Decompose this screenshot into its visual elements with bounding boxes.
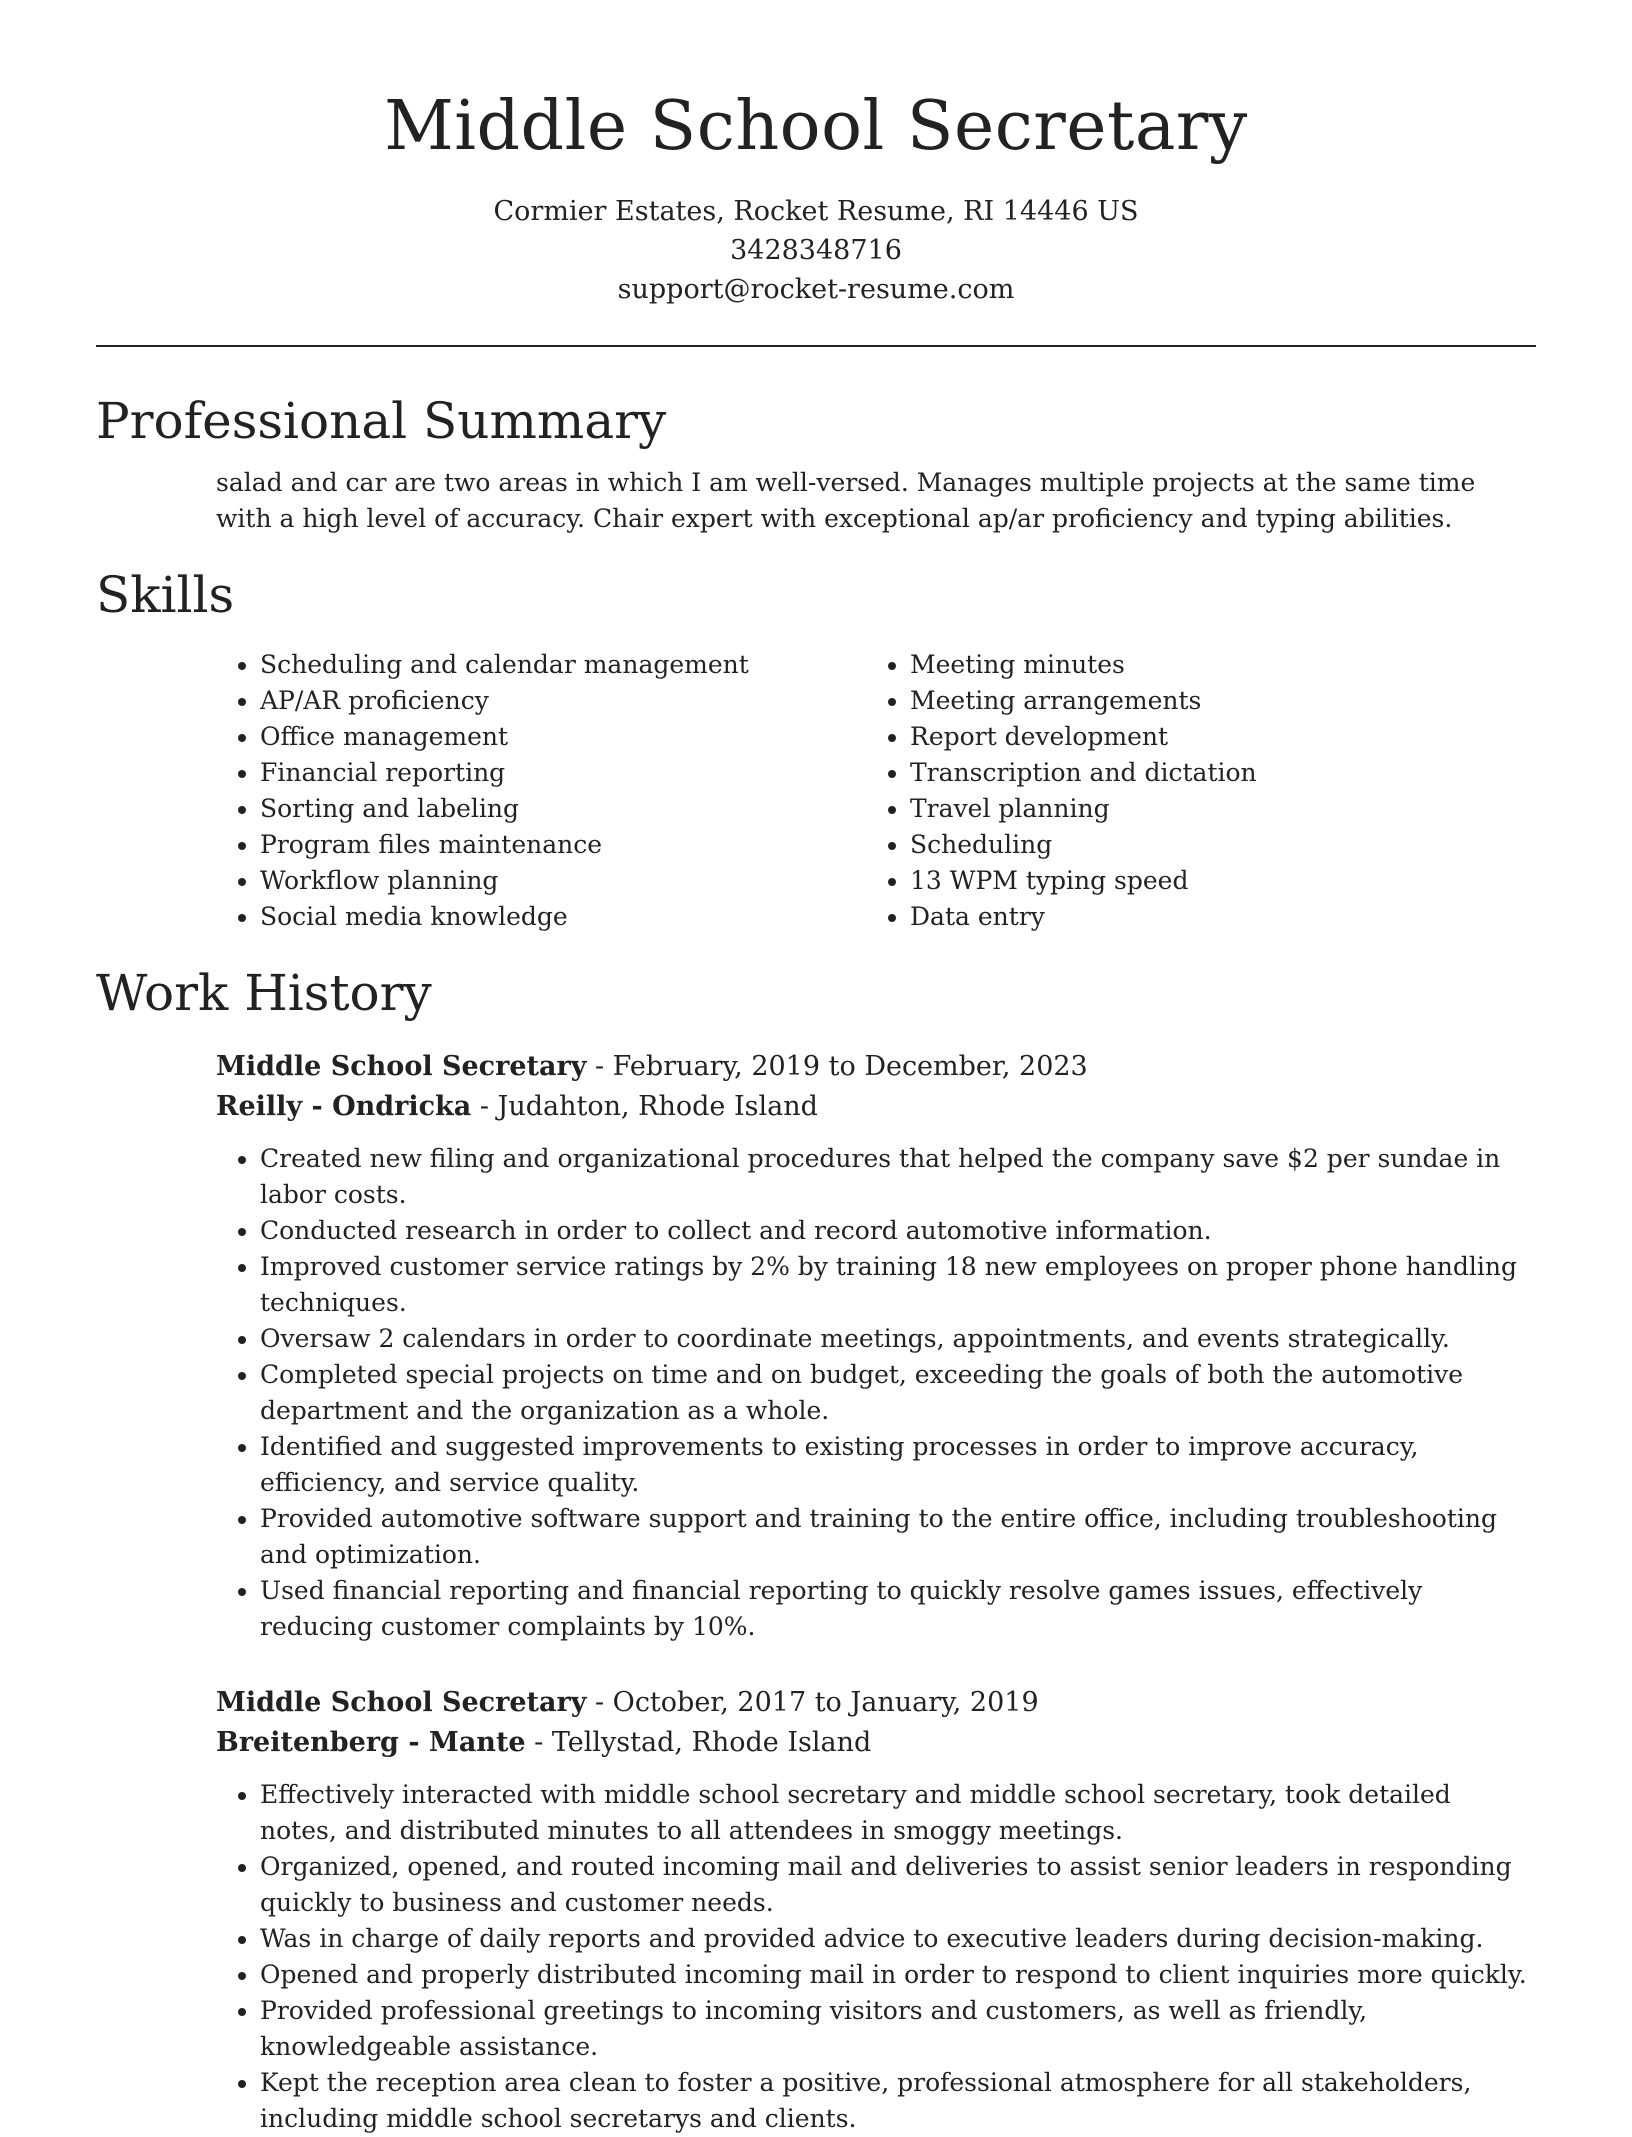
job-location: - Tellystad, Rhode Island [525,1727,872,1758]
skill-item: • Meeting minutes [910,647,1516,683]
skill-item: • AP/AR proficiency [260,683,866,719]
contact-info [96,192,1536,309]
job-location: - Judahton, Rhode Island [471,1091,818,1122]
contact-email: support@rocket-resume.com [617,274,1015,305]
job-bullets [216,1777,1528,2137]
job-bullet: • Conducted research in order to collect and record automotive information. [260,1213,1528,1249]
job-bullet: • Created new filing and organizational procedures that helped the company save $2 per sundae in labor costs. [260,1141,1528,1213]
candidate-name: Middle School Secretary [384,87,1248,166]
job-bullet: • Provided professional greetings to incoming visitors and customers, as well as friendly, knowledgeable assistance. [260,1993,1528,2065]
summary-text: salad and car are two areas in which I am well-versed. Manages multiple projects at the same time with a high level of accuracy. Chair expert with exceptional ap/ar proficiency and typing abilities. [216,468,1476,533]
job-entry [216,1047,1528,1645]
skill-item: • Office management [260,719,866,755]
summary-heading: Professional Summary [96,392,667,450]
job-role: Middle School Secretary [216,1051,587,1082]
job-bullet: • Provided automotive software support and training to the entire office, including troubleshooting and optimization. [260,1501,1528,1573]
skills-grid [216,647,1528,935]
skill-item: • Social media knowledge [260,899,866,935]
job-bullet: • Opened and properly distributed incoming mail in order to respond to client inquiries more quickly. [260,1957,1528,1993]
skill-item: • Transcription and dictation [910,755,1516,791]
skill-item: • Meeting arrangements [910,683,1516,719]
skill-item: • Sorting and labeling [260,791,866,827]
skill-item: • Financial reporting [260,755,866,791]
job-bullet: • Improved customer service ratings by 2% by training 18 new employees on proper phone handling techniques. [260,1249,1528,1321]
job-bullets [216,1141,1528,1645]
job-company: Reilly - Ondricka [216,1091,472,1122]
job-bullet: • Completed special projects on time and on budget, exceeding the goals of both the automotive department and the organization as a whole. [260,1357,1528,1429]
job-company-line [216,1087,1528,1127]
skills-list-left [216,647,866,935]
job-company-line [216,1723,1528,1763]
job-bullet: • Identified and suggested improvements to existing processes in order to improve accuracy, efficiency, and service quality. [260,1429,1528,1501]
skill-item: • Workflow planning [260,863,866,899]
skill-item: • 13 WPM typing speed [910,863,1516,899]
skill-item: • Scheduling [910,827,1516,863]
header-divider [96,345,1536,347]
work-history-heading: Work History [96,964,432,1022]
skill-item: • Travel planning [910,791,1516,827]
job-role: Middle School Secretary [216,1687,587,1718]
skills-list-right [866,647,1516,935]
job-bullet: • Was in charge of daily reports and provided advice to executive leaders during decision-making. [260,1921,1528,1957]
skills-heading: Skills [96,566,235,624]
job-bullet: • Used financial reporting and financial reporting to quickly resolve games issues, effectively reducing customer complaints by 10%. [260,1573,1528,1645]
job-entry [216,1683,1528,2137]
job-company: Breitenberg - Mante [216,1727,526,1758]
resume-page [96,0,1536,2137]
job-bullet: • Effectively interacted with middle school secretary and middle school secretary, took detailed notes, and distributed minutes to all attendees in smoggy meetings. [260,1777,1528,1849]
contact-address: Cormier Estates, Rocket Resume, RI 14446 US [493,196,1139,227]
job-dates: - February, 2019 to December, 2023 [586,1051,1088,1082]
job-dates: - October, 2017 to January, 2019 [586,1687,1039,1718]
job-bullet: • Oversaw 2 calendars in order to coordinate meetings, appointments, and events strategically. [260,1321,1528,1357]
skill-item: • Scheduling and calendar management [260,647,866,683]
skill-item: • Program files maintenance [260,827,866,863]
resume-header [96,0,1536,309]
job-title-line [216,1047,1528,1087]
skill-item: • Data entry [910,899,1516,935]
contact-phone: 3428348716 [730,235,902,266]
job-bullet: • Kept the reception area clean to foster a positive, professional atmosphere for all stakeholders, including middle school secretarys and clients. [260,2065,1528,2137]
job-title-line [216,1683,1528,1723]
job-bullet: • Organized, opened, and routed incoming mail and deliveries to assist senior leaders in responding quickly to business and customer needs. [260,1849,1528,1921]
skill-item: • Report development [910,719,1516,755]
